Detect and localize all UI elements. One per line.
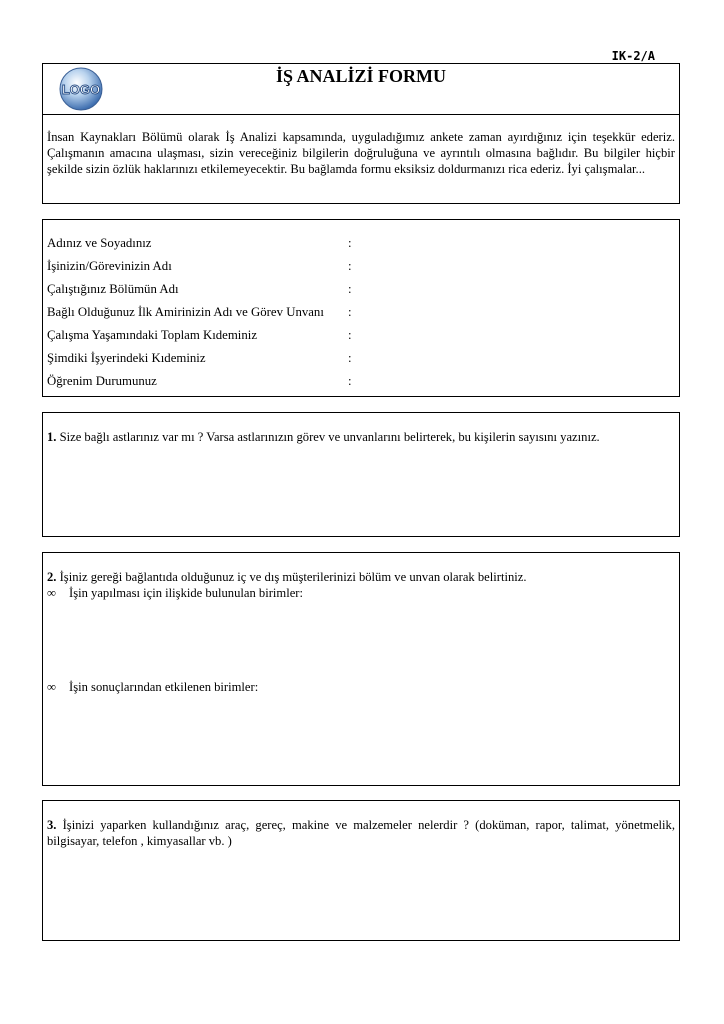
question-2-prompt: İşiniz gereği bağlantıda olduğunuz iç ve dış müşterilerinizi bölüm ve unvan olarak belirtiniz. [56,570,527,584]
question-1-text [47,429,675,445]
job-title-field[interactable]: : [348,259,352,273]
personal-info-section [42,219,680,397]
total-seniority-label: Çalışma Yaşamındaki Toplam Kıdeminiz [47,328,257,342]
question-3-section[interactable] [42,800,680,941]
job-title-label: İşinizin/Görevinizin Adı [47,259,172,273]
question-2-number: 2. [47,570,57,584]
svg-text:LOGO: LOGO [61,82,101,97]
name-surname-label: Adınız ve Soyadınız [47,236,152,250]
form-header [42,63,680,204]
current-seniority-field[interactable]: : [348,351,352,365]
supervisor-label: Bağlı Olduğunuz İlk Amirinizin Adı ve Görev Unvanı [47,305,324,319]
question-2-section[interactable] [42,552,680,786]
department-field[interactable]: : [348,282,352,296]
total-seniority-field[interactable]: : [348,328,352,342]
education-label: Öğrenim Durumunuz [47,374,157,388]
internal-units-label: İşin yapılması için ilişkide bulunulan birimler: [69,586,303,600]
question-2-text [47,569,675,585]
supervisor-field[interactable]: : [348,305,352,319]
form-code: IK-2/A [611,49,655,63]
department-label: Çalıştığınız Bölümün Adı [47,282,179,296]
question-1-number: 1. [47,430,57,444]
affected-units-label: İşin sonuçlarından etkilenen birimler: [69,680,259,694]
question-3-prompt: İşinizi yaparken kullandığınız araç, gereç, makine ve malzemeler nelerdir ? (doküman, rapor, talimat, yönetmelik, bilgisayar, telefon , kimyasallar vb. ) [47,818,675,848]
form-title: İŞ ANALİZİ FORMU [275,66,447,86]
infinity-bullet-icon: ∞ [47,680,56,694]
question-2-bullet-internal [47,585,675,601]
question-1-section[interactable] [42,412,680,537]
intro-paragraph: İnsan Kaynakları Bölümü olarak İş Analizi kapsamında, uyguladığımız ankete zaman ayırdığınız için teşekkür ederiz. Çalışmanın amacına ulaşması, sizin vereceğiniz bilgilerin doğruluğuna ve ayrıntılı olmasına bağlıdır. Bu bilgiler hiçbir şekilde sizin özlük haklarınızı etkilemeyecektir. Bu bağlamda formu eksiksiz doldurmanızı rica ederiz. İyi çalışmalar... [47,130,675,176]
infinity-bullet-icon: ∞ [47,586,56,600]
question-3-number: 3. [47,818,57,832]
question-2-bullet-affected [47,679,675,695]
name-surname-field[interactable]: : [348,236,352,250]
question-3-text [47,817,675,849]
question-1-prompt: Size bağlı astlarınız var mı ? Varsa astlarınızın görev ve unvanlarını belirterek, bu kişilerin sayısını yazınız. [56,430,600,444]
education-field[interactable]: : [348,374,352,388]
header-title-row [43,64,679,115]
current-seniority-label: Şimdiki İşyerindeki Kıdeminiz [47,351,206,365]
